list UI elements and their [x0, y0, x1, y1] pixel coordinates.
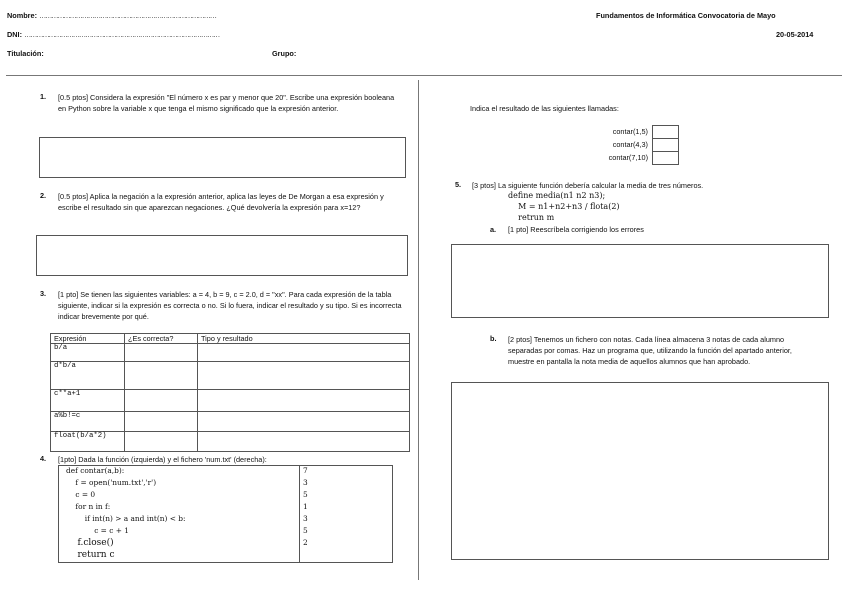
q3-number: 3.	[40, 289, 47, 298]
q4-call-answer-box[interactable]	[652, 125, 679, 139]
q3-row-expression: a%b!=c	[51, 412, 125, 432]
q3-header-correct: ¿Es correcta?	[125, 334, 198, 344]
q3-answer-correct-cell[interactable]	[125, 432, 198, 452]
q1-answer-box[interactable]	[39, 137, 406, 178]
q3-answer-correct-cell[interactable]	[125, 412, 198, 432]
exam-date: 20-05-2014	[776, 30, 814, 39]
q4-code-line: c = c + 1	[66, 526, 129, 535]
q3-text: [1 pto] Se tienen las siguientes variables: a = 4, b = 9, c = 2.0, d = "xx". Para cada expresión de la tabla siguiente, indicar si la expresión es correcta o no. Si lo fuera, indicar el resultado y su tipo. Si es incorrecta indicar brevemente por qué.	[58, 290, 402, 321]
q3-row-expression: d*b/a	[51, 362, 125, 390]
q3-row-expression: float(b/a*2)	[51, 432, 125, 452]
q5-number: 5.	[455, 180, 462, 189]
q4-call-answer-box[interactable]	[652, 151, 679, 165]
nombre-line: ……………………………………………………………………………	[39, 11, 216, 20]
q4-code-line: f.close()	[66, 538, 114, 548]
q4-file-number: 3	[303, 514, 308, 523]
q5-text: [3 ptos] La siguiente función debería calcular la media de tres números.	[472, 181, 704, 190]
q3-answer-type-cell[interactable]	[198, 362, 410, 390]
q4-calls-intro: Indica el resultado de las siguientes llamadas:	[470, 104, 619, 113]
q5b-label: b.	[490, 334, 497, 343]
q4-file-box	[299, 465, 393, 563]
q1-text: [0.5 ptos] Considera la expresión "El número x es par y menor que 20". Escribe una expresión booleana en Python sobre la variable x que tenga el mismo significado que la expresión anterior.	[58, 93, 395, 113]
nombre-label: Nombre:	[7, 11, 40, 20]
q5b-text: [2 ptos] Tenemos un fichero con notas. Cada línea almacena 3 notas de cada alumno separadas por comas. Haz un programa que, utilizando la función del apartado anterior, muestre en pantalla la nota media de aquellos alumnos que han aprobado.	[508, 335, 792, 366]
q2-answer-box[interactable]	[36, 235, 408, 276]
q3-answer-type-cell[interactable]	[198, 432, 410, 452]
q5a-label: a.	[490, 225, 497, 234]
header-divider	[6, 75, 842, 76]
column-divider	[418, 80, 419, 580]
q3-row-expression: c**a+1	[51, 390, 125, 412]
q3-answer-correct-cell[interactable]	[125, 362, 198, 390]
q5-code-line: define media(n1 n2 n3);	[508, 191, 606, 200]
q4-call-label: contar(7,10)	[608, 153, 648, 162]
q4-file-number: 7	[303, 466, 308, 475]
q4-number: 4.	[40, 454, 47, 463]
q4-file-number: 5	[303, 490, 308, 499]
q4-code-line: for n in f:	[66, 502, 111, 511]
q4-file-number: 2	[303, 538, 308, 547]
titulacion-label: Titulación:	[7, 49, 44, 58]
q2-text: [0.5 ptos] Aplica la negación a la expresión anterior, aplica las leyes de De Morgan a esa expresión y escribe el resultado sin que aparezcan negaciones. ¿Qué devolvería la expresión para x=12?	[58, 192, 384, 212]
q4-code-line: f = open('num.txt','r')	[66, 478, 157, 487]
q3-row-expression: b/a	[51, 344, 125, 362]
q3-answer-correct-cell[interactable]	[125, 344, 198, 362]
q3-table	[50, 333, 410, 452]
q3-answer-correct-cell[interactable]	[125, 390, 198, 412]
q4-file-number: 1	[303, 502, 308, 511]
dni-label: DNI:	[7, 30, 25, 39]
q4-call-label: contar(1,5)	[612, 127, 648, 136]
course-title: Fundamentos de Informática Convocatoria de Mayo	[596, 11, 776, 20]
q5a-text: [1 pto] Reescríbela corrigiendo los errores	[508, 225, 644, 234]
q3-header-expression: Expresión	[51, 334, 125, 344]
q4-code-line: c = 0	[66, 490, 96, 499]
dni-field	[7, 30, 219, 39]
q4-code-line: return c	[66, 550, 115, 560]
q3-answer-type-cell[interactable]	[198, 412, 410, 432]
q5b-answer-box[interactable]	[451, 382, 829, 560]
q5a-answer-box[interactable]	[451, 244, 829, 318]
q4-call-label: contar(4,3)	[612, 140, 648, 149]
q3-header-type: Tipo y resultado	[198, 334, 410, 344]
q4-code-line: if int(n) > a and int(n) < b:	[66, 514, 186, 523]
q4-code-line: def contar(a,b):	[66, 466, 125, 475]
q3-answer-type-cell[interactable]	[198, 390, 410, 412]
q4-text: [1pto] Dada la función (izquierda) y el fichero 'num.txt' (derecha):	[58, 455, 267, 464]
q5-code-line: retrun m	[508, 213, 555, 222]
dni-line: ……………………………………………………………………………………	[24, 30, 220, 39]
q1-number: 1.	[40, 92, 47, 101]
q4-file-number: 3	[303, 478, 308, 487]
nombre-field	[7, 11, 216, 20]
q4-call-answer-box[interactable]	[652, 138, 679, 152]
q4-file-number: 5	[303, 526, 308, 535]
grupo-label: Grupo:	[272, 49, 297, 58]
q3-answer-type-cell[interactable]	[198, 344, 410, 362]
q2-number: 2.	[40, 191, 47, 200]
q5-code-line: M = n1+n2+n3 / flota(2)	[508, 202, 620, 211]
